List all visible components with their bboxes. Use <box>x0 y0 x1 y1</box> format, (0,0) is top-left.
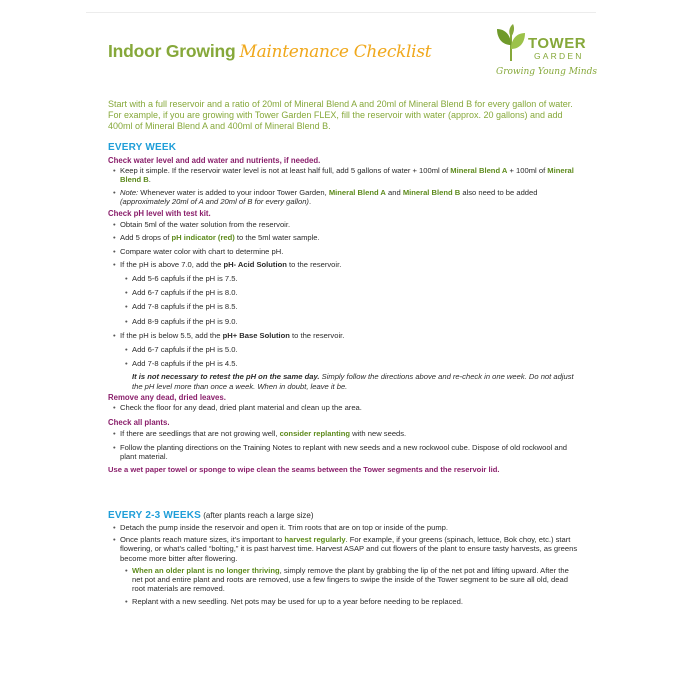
sub-list-item: • Add 8-9 capfuls if the pH is 9.0. <box>108 317 578 326</box>
highlight: Mineral Blend B <box>120 166 574 185</box>
list-item <box>108 166 578 184</box>
list-item: • Detach the pump inside the reservoir and open it. Trim roots that are on top or inside of the pump. <box>108 523 578 532</box>
note-label: Note: <box>120 187 139 197</box>
text: , simply remove the plant by grabbing the lip of the net pot and lifting upward. After the net pot and entire plant and roots are removed, use a few fingers to swipe the inside of the Tower segment to be sure all old, dead root materials are removed. <box>132 565 569 594</box>
sub-list-item: • Add 7-8 capfuls if the pH is 8.5. <box>108 302 578 311</box>
wipe-instruction: Use a wet paper towel or sponge to wipe clean the seams between the Tower segments and the reservoir lid. <box>108 465 500 475</box>
list-item <box>108 188 578 206</box>
text: Add 5 drops of <box>120 233 172 243</box>
sub-list-item <box>108 566 578 594</box>
text: . <box>148 175 151 185</box>
sub-list-item: • Add 6-7 capfuls if the pH is 5.0. <box>108 345 578 354</box>
text: If the pH is above 7.0, add the <box>120 259 224 269</box>
text: with new seeds. <box>350 429 407 439</box>
every-2-3-weeks-block <box>108 523 578 607</box>
logo-tagline: Growing Young Minds <box>496 67 597 77</box>
ph-note <box>108 372 578 390</box>
text: Whenever water is added to your indoor Tower Garden, <box>138 187 329 197</box>
text: (approximately 20ml of A and 20ml of B for every gallon) <box>120 196 309 206</box>
highlight: pH+ Base Solution <box>222 330 290 340</box>
text: + 100ml of <box>507 166 548 176</box>
logo-garden-text: GARDEN <box>534 51 584 61</box>
text: to the reservoir. <box>286 259 342 269</box>
highlight: Mineral Blend A <box>450 166 508 176</box>
text: to the 5ml water sample. <box>234 233 320 243</box>
text: If there are seedlings that are not growing well, <box>120 429 280 439</box>
every-week-heading: EVERY WEEK <box>108 142 177 153</box>
highlight: harvest regularly <box>284 535 346 545</box>
list-item <box>108 331 578 340</box>
water-heading: Check water level and add water and nutrients, if needed. <box>108 156 321 165</box>
text: and <box>385 187 403 197</box>
list-item: • Check the floor for any dead, dried plant material and clean up the area. <box>108 403 578 412</box>
every-2-3-weeks-heading <box>108 510 314 521</box>
list-item: • Compare water color with chart to determine pH. <box>108 247 578 256</box>
highlight: pH indicator (red) <box>171 233 235 243</box>
leaf-icon <box>494 23 528 63</box>
highlight: pH- Acid Solution <box>223 259 287 269</box>
title-script: Maintenance Checklist <box>239 42 432 62</box>
sub-list-item: • Add 7-8 capfuls if the pH is 4.5. <box>108 359 578 368</box>
text: . For example, if your greens (spinach, lettuce, Bok choy, etc.) start flowering, or what's called “bolting,” it is past harvest time. Harvest ASAP and cut flowers of the plant to ensure tasty harvests, as greens become more bitter after flowering. <box>120 535 578 563</box>
ph-heading: Check pH level with test kit. <box>108 209 211 219</box>
list-item <box>108 233 578 242</box>
heading-text: EVERY 2-3 WEEKS <box>108 510 202 521</box>
text: Keep it simple. If the reservoir water level is not at least half full, add 5 gallons of water + 100ml of <box>120 166 451 176</box>
text: If the pH is below 5.5, add the <box>120 330 223 340</box>
dead-leaves-heading: Remove any dead, dried leaves. <box>108 392 226 402</box>
text: to the reservoir. <box>289 330 345 340</box>
title-main: Indoor Growing <box>108 41 236 61</box>
intro-paragraph: Start with a full reservoir and a ratio of 20ml of Mineral Blend A and 20ml of Mineral Blend B for every gallon of water. For example, if you are growing with Tower Garden FLEX, fill the reservoir with water (approx. 20 gallons) and add 400ml of Mineral Blend A and 400ml of Mineral Blend B. <box>108 99 573 131</box>
every-week-block <box>108 156 578 474</box>
logo-tower-text: TOWER <box>528 35 587 52</box>
text: Once plants reach mature sizes, it's important to <box>120 535 285 545</box>
page-header <box>86 13 596 93</box>
sub-list-item: • Replant with a new seedling. Net pots may be used for up to a year before needing to be replaced. <box>108 597 578 606</box>
heading-note: (after plants reach a large size) <box>201 511 314 520</box>
list-item <box>108 429 578 438</box>
list-item: • Obtain 5ml of the water solution from the reservoir. <box>108 220 578 229</box>
highlight: Mineral Blend A <box>328 187 386 197</box>
sub-list-item: • Add 5-6 capfuls if the pH is 7.5. <box>108 274 578 283</box>
text: also need to be added <box>460 187 538 197</box>
checklist-page <box>86 12 596 672</box>
highlight: Mineral Blend B <box>402 187 461 197</box>
text: Simply follow the directions above and re-check in one week. Do not adjust the pH level more than once a week. When in doubt, leave it be. <box>132 372 574 391</box>
page-title <box>108 41 431 62</box>
list-item <box>108 260 578 269</box>
highlight: consider replanting <box>279 429 351 439</box>
plants-heading: Check all plants. <box>108 418 170 428</box>
list-item: • Follow the planting directions on the Training Notes to replant with new seeds and a new rockwool cube. Dispose of old rockwool and plant material. <box>108 443 578 461</box>
sub-list-item: • Add 6-7 capfuls if the pH is 8.0. <box>108 288 578 297</box>
text: It is not necessary to retest the pH on the same day. <box>132 372 320 382</box>
list-item <box>108 535 578 563</box>
tower-garden-logo <box>494 23 597 83</box>
highlight: When an older plant is no longer thriving <box>132 565 280 575</box>
text: . <box>308 196 312 206</box>
